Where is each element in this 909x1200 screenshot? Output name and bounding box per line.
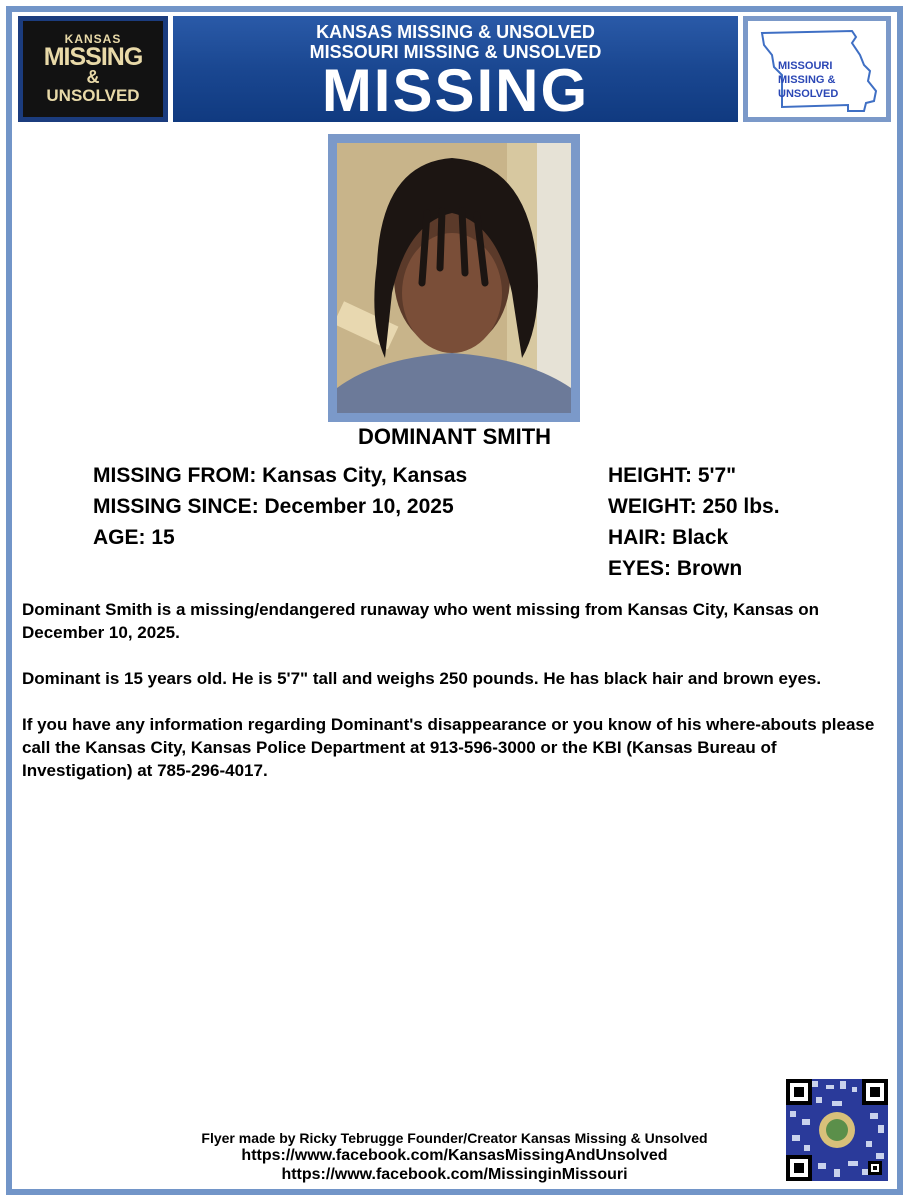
description-paragraph-1: Dominant Smith is a missing/endangered runaway who went missing from Kansas City, Kansas on December 10, 2025. <box>22 600 819 642</box>
missing-since: MISSING SINCE: December 10, 2025 <box>93 495 454 518</box>
eyes: EYES: Brown <box>608 557 743 580</box>
description <box>22 598 890 805</box>
facts-right <box>608 460 780 584</box>
facebook-link-missouri[interactable]: https://www.facebook.com/MissinginMissouri <box>281 1166 628 1183</box>
flyer-credit: Flyer made by Ricky Tebrugge Founder/Creator Kansas Missing & Unsolved <box>201 1130 708 1146</box>
hair: HAIR: Black <box>608 526 729 549</box>
facebook-link-kansas[interactable]: https://www.facebook.com/KansasMissingAndUnsolved <box>241 1147 668 1164</box>
missouri-logo-line3: UNSOLVED <box>778 88 839 100</box>
missing-from: MISSING FROM: Kansas City, Kansas <box>93 464 468 487</box>
header <box>18 16 891 124</box>
missouri-logo-line2: MISSING & <box>778 74 836 86</box>
header-banner <box>173 16 738 122</box>
weight: WEIGHT: 250 lbs. <box>608 495 780 518</box>
missing-person-photo <box>337 143 571 413</box>
banner-kansas-line: KANSAS MISSING & UNSOLVED <box>316 22 595 42</box>
age: AGE: 15 <box>93 526 175 549</box>
description-paragraph-2: Dominant is 15 years old. He is 5'7" tall and weighs 250 pounds. He has black hair and brown eyes. <box>22 669 822 688</box>
missouri-missing-unsolved-logo <box>743 16 891 122</box>
kansas-missing-unsolved-logo <box>18 16 168 122</box>
qr-code[interactable] <box>782 1075 892 1185</box>
missing-person-name: DOMINANT SMITH <box>357 424 552 449</box>
logo-amp-text: & <box>86 67 100 87</box>
description-paragraph-3: If you have any information regarding Dominant's disappearance or you know of his where-abouts please call the Kansas City, Kansas Police Department at 913-596-3000 or the KBI (Kansas Bureau of Investigation) at 785-296-4017. <box>22 715 875 780</box>
banner-title: MISSING <box>321 57 590 124</box>
logo-missing-text: MISSING <box>43 43 143 71</box>
facts-left <box>93 460 467 553</box>
photo-frame <box>328 134 580 422</box>
logo-unsolved-text: UNSOLVED <box>46 86 140 105</box>
footer-credits <box>0 1130 909 1184</box>
logo-kansas-text: KANSAS <box>64 32 122 46</box>
banner-missouri-line: MISSOURI MISSING & UNSOLVED <box>309 42 602 62</box>
height: HEIGHT: 5'7" <box>608 464 737 487</box>
missouri-logo-line1: MISSOURI <box>778 60 833 72</box>
